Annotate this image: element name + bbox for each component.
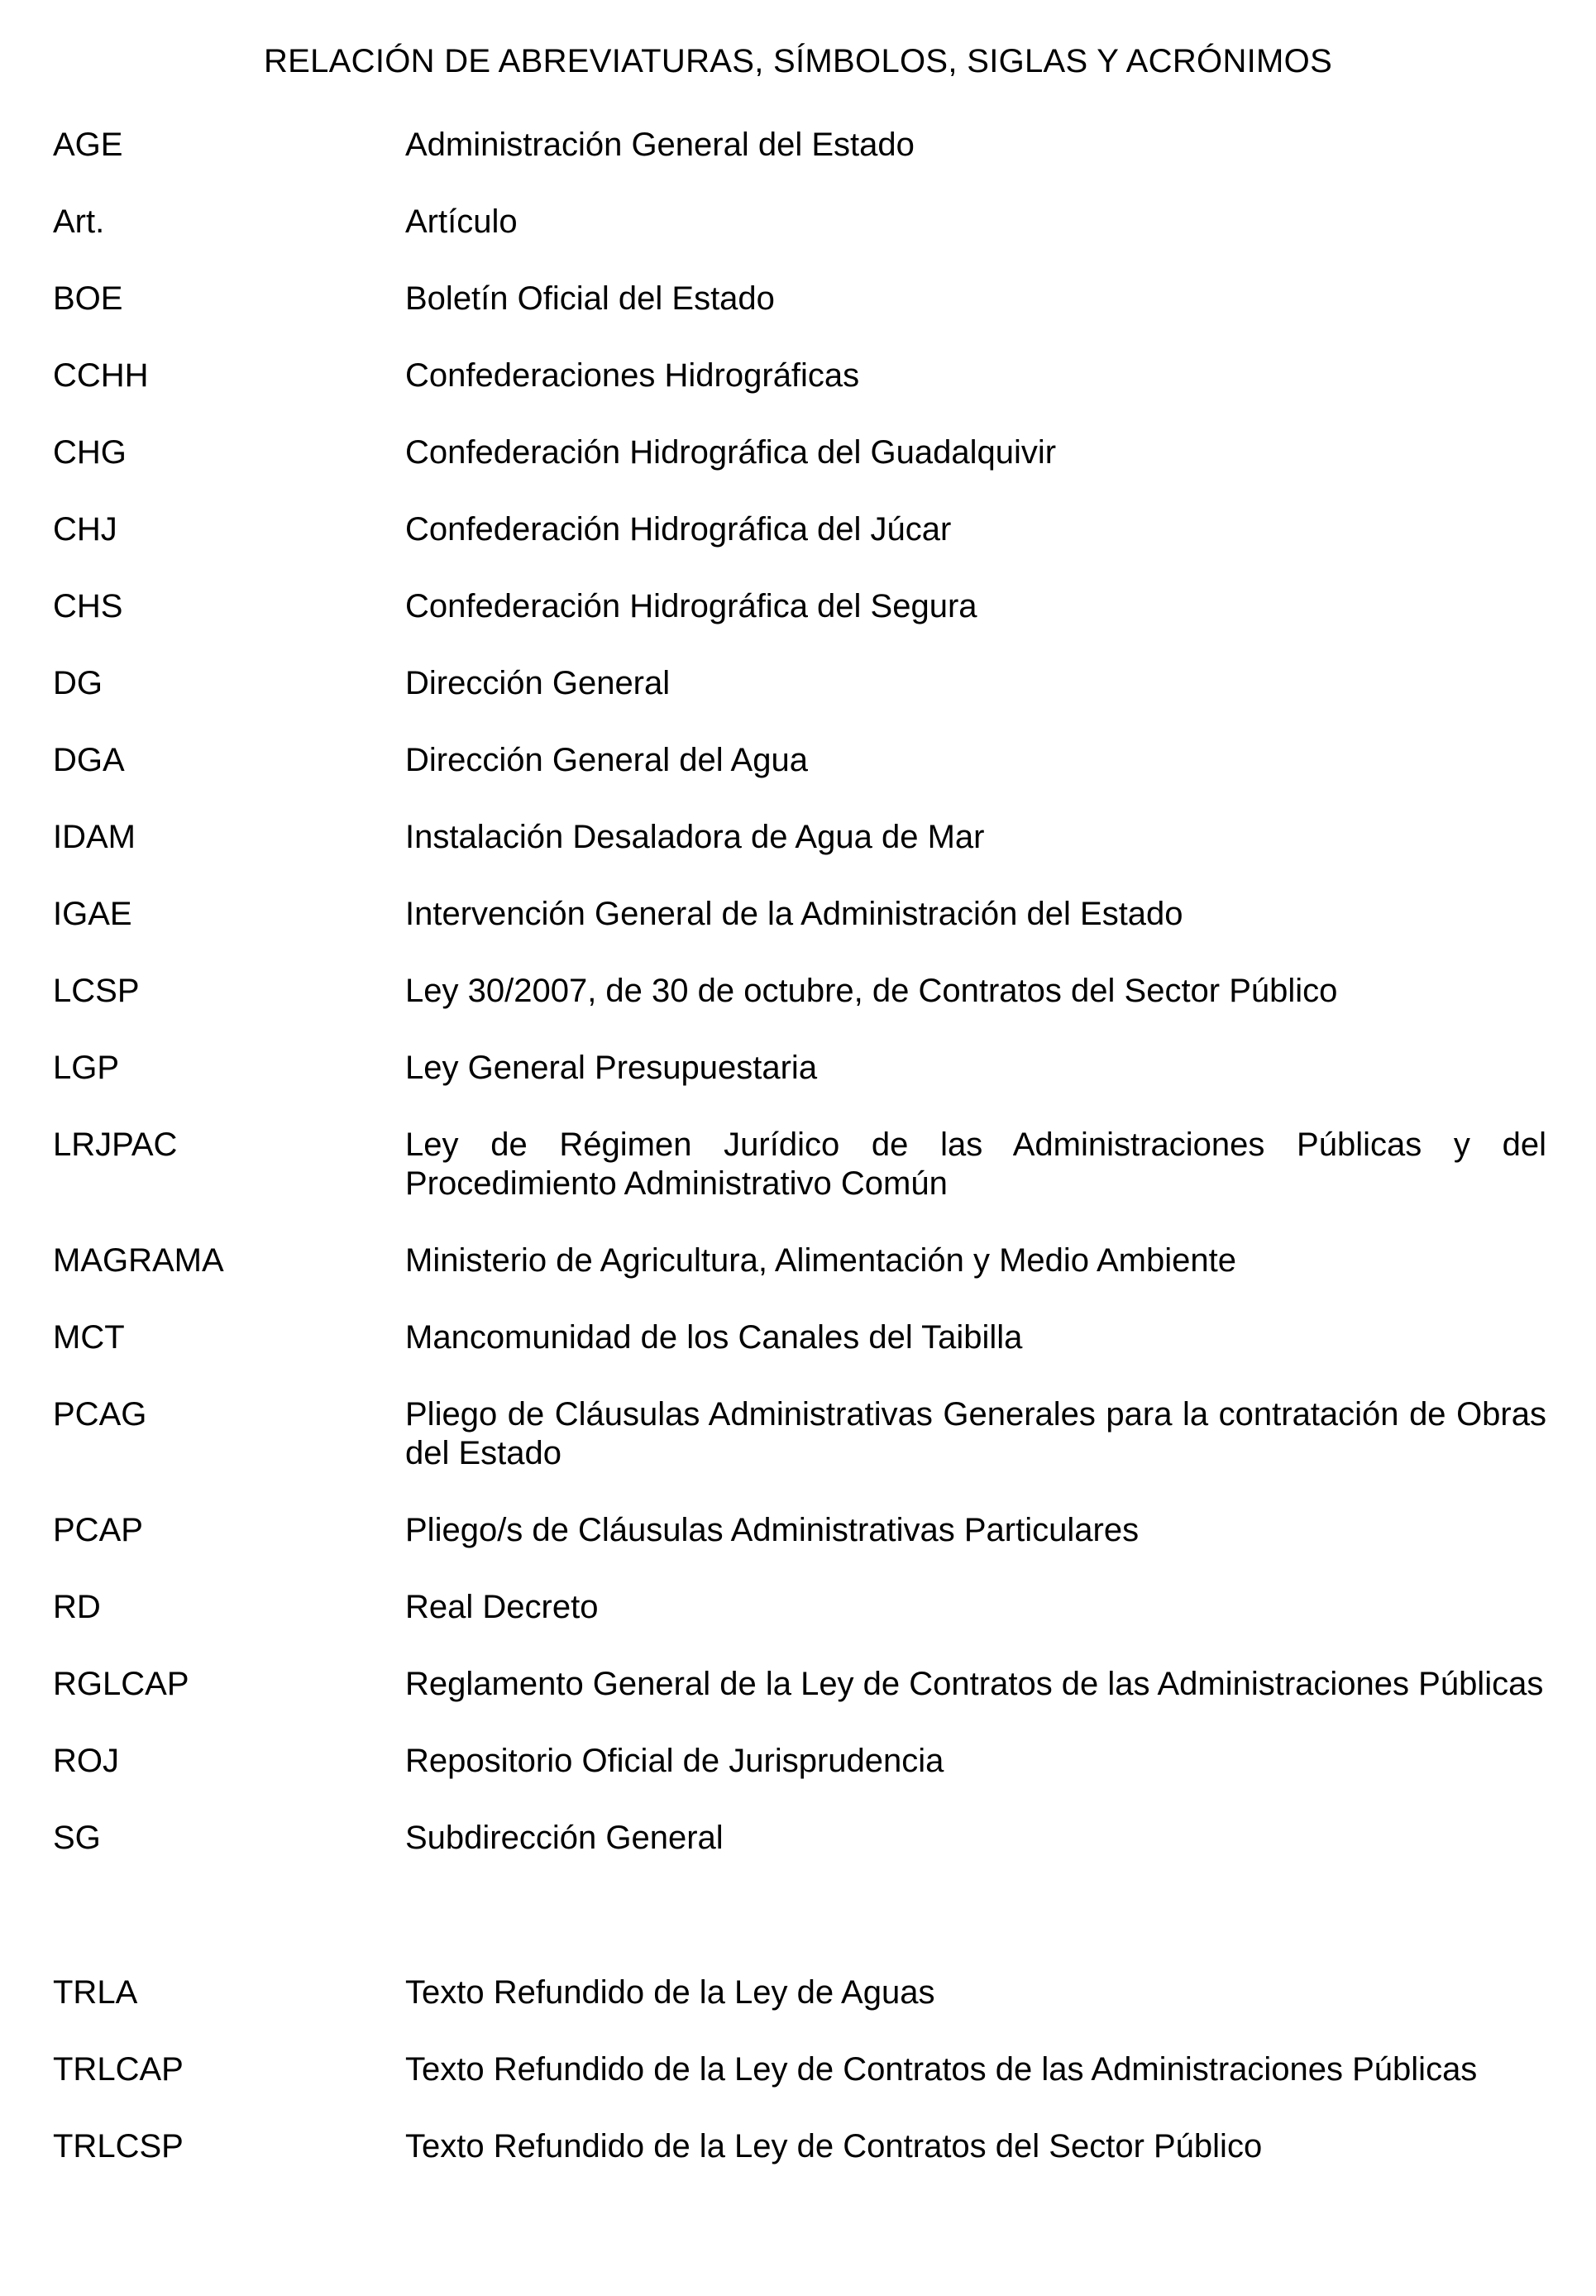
list-item (0, 1819, 1596, 1858)
abbreviation-meaning: Confederaciones Hidrográficas (405, 357, 860, 394)
abbreviation-meaning: Ministerio de Agricultura, Alimentación y Medio Ambiente (405, 1242, 1236, 1279)
abbreviation-term: MAGRAMA (53, 1242, 224, 1279)
list-item (0, 1973, 1596, 2012)
list-item (0, 1049, 1596, 1088)
abbreviation-list (0, 126, 1596, 2204)
list-item (0, 1511, 1596, 1550)
abbreviation-term: AGE (53, 127, 123, 163)
abbreviation-term: LGP (53, 1050, 120, 1086)
list-item (0, 1395, 1596, 1473)
abbreviation-term: TRLA (53, 1974, 138, 2011)
abbreviation-term: PCAG (53, 1396, 147, 1433)
abbreviation-term: BOE (53, 280, 123, 317)
abbreviation-meaning: Administración General del Estado (405, 127, 915, 163)
abbreviation-term: CHG (53, 434, 127, 471)
abbreviation-term: LRJPAC (53, 1126, 178, 1163)
abbreviation-meaning: Ley 30/2007, de 30 de octubre, de Contratos del Sector Público (405, 973, 1338, 1009)
abbreviation-term: RGLCAP (53, 1666, 189, 1702)
list-item (0, 433, 1596, 472)
abbreviation-meaning: Texto Refundido de la Ley de Contratos de las Administraciones Públicas (405, 2051, 1478, 2088)
list-item (0, 2127, 1596, 2166)
abbreviation-term: ROJ (53, 1743, 119, 1779)
abbreviation-meaning: Texto Refundido de la Ley de Aguas (405, 1974, 935, 2011)
abbreviation-term: TRLCAP (53, 2051, 184, 2088)
abbreviation-meaning: Subdirección General (405, 1820, 724, 1856)
abbreviation-term: PCAP (53, 1512, 143, 1548)
abbreviation-meaning: Mancomunidad de los Canales del Taibilla (405, 1319, 1023, 1356)
list-item (0, 203, 1596, 242)
abbreviation-meaning: Dirección General (405, 665, 671, 701)
list-item (0, 664, 1596, 703)
abbreviation-meaning: Pliego/s de Cláusulas Administrativas Particulares (405, 1512, 1140, 1548)
abbreviation-meaning: Artículo (405, 203, 518, 240)
abbreviation-meaning: Confederación Hidrográfica del Guadalquivir (405, 434, 1057, 471)
list-item (0, 1588, 1596, 1627)
abbreviation-term: Art. (53, 203, 105, 240)
list-item (0, 280, 1596, 318)
abbreviation-meaning: Intervención General de la Administración del Estado (405, 896, 1183, 932)
abbreviation-meaning: Ley General Presupuestaria (405, 1050, 818, 1086)
abbreviation-term: DG (53, 665, 103, 701)
abbreviation-meaning: Confederación Hidrográfica del Segura (405, 588, 977, 624)
abbreviation-term: RD (53, 1589, 101, 1625)
list-item (0, 818, 1596, 857)
abbreviation-term: CHS (53, 588, 123, 624)
list-item (0, 126, 1596, 165)
abbreviation-term: IGAE (53, 896, 132, 932)
abbreviation-meaning: Dirección General del Agua (405, 742, 808, 778)
abbreviation-meaning: Confederación Hidrográfica del Júcar (405, 511, 952, 548)
abbreviation-term: DGA (53, 742, 125, 778)
abbreviation-term: SG (53, 1820, 101, 1856)
list-item (0, 2050, 1596, 2089)
abbreviation-term: CHJ (53, 511, 117, 548)
abbreviation-meaning: Ley de Régimen Jurídico de las Administraciones Públicas y del Procedimiento Administrativo Común (405, 1126, 1546, 1202)
abbreviation-meaning: Texto Refundido de la Ley de Contratos del Sector Público (405, 2128, 1263, 2164)
list-item (0, 1665, 1596, 1704)
abbreviation-term: IDAM (53, 819, 136, 855)
list-item (0, 895, 1596, 934)
abbreviation-term: TRLCSP (53, 2128, 184, 2164)
page-title: RELACIÓN DE ABREVIATURAS, SÍMBOLOS, SIGLAS Y ACRÓNIMOS (263, 43, 1333, 79)
list-item (0, 1241, 1596, 1280)
abbreviation-meaning: Real Decreto (405, 1589, 599, 1625)
list-item (0, 510, 1596, 549)
abbreviation-term: CCHH (53, 357, 149, 394)
abbreviation-meaning: Boletín Oficial del Estado (405, 280, 775, 317)
abbreviation-meaning: Repositorio Oficial de Jurisprudencia (405, 1743, 944, 1779)
abbreviation-meaning: Pliego de Cláusulas Administrativas Generales para la contratación de Obras del Estado (405, 1396, 1546, 1471)
list-item (0, 587, 1596, 626)
list-item (0, 972, 1596, 1011)
abbreviation-term: LCSP (53, 973, 140, 1009)
list-item (0, 1126, 1596, 1203)
list-item (0, 356, 1596, 395)
abbreviation-meaning: Instalación Desaladora de Agua de Mar (405, 819, 985, 855)
list-item (0, 741, 1596, 780)
list-item (0, 1742, 1596, 1781)
list-item (0, 1318, 1596, 1357)
abbreviation-meaning: Reglamento General de la Ley de Contratos de las Administraciones Públicas (405, 1666, 1544, 1702)
abbreviation-term: MCT (53, 1319, 125, 1356)
